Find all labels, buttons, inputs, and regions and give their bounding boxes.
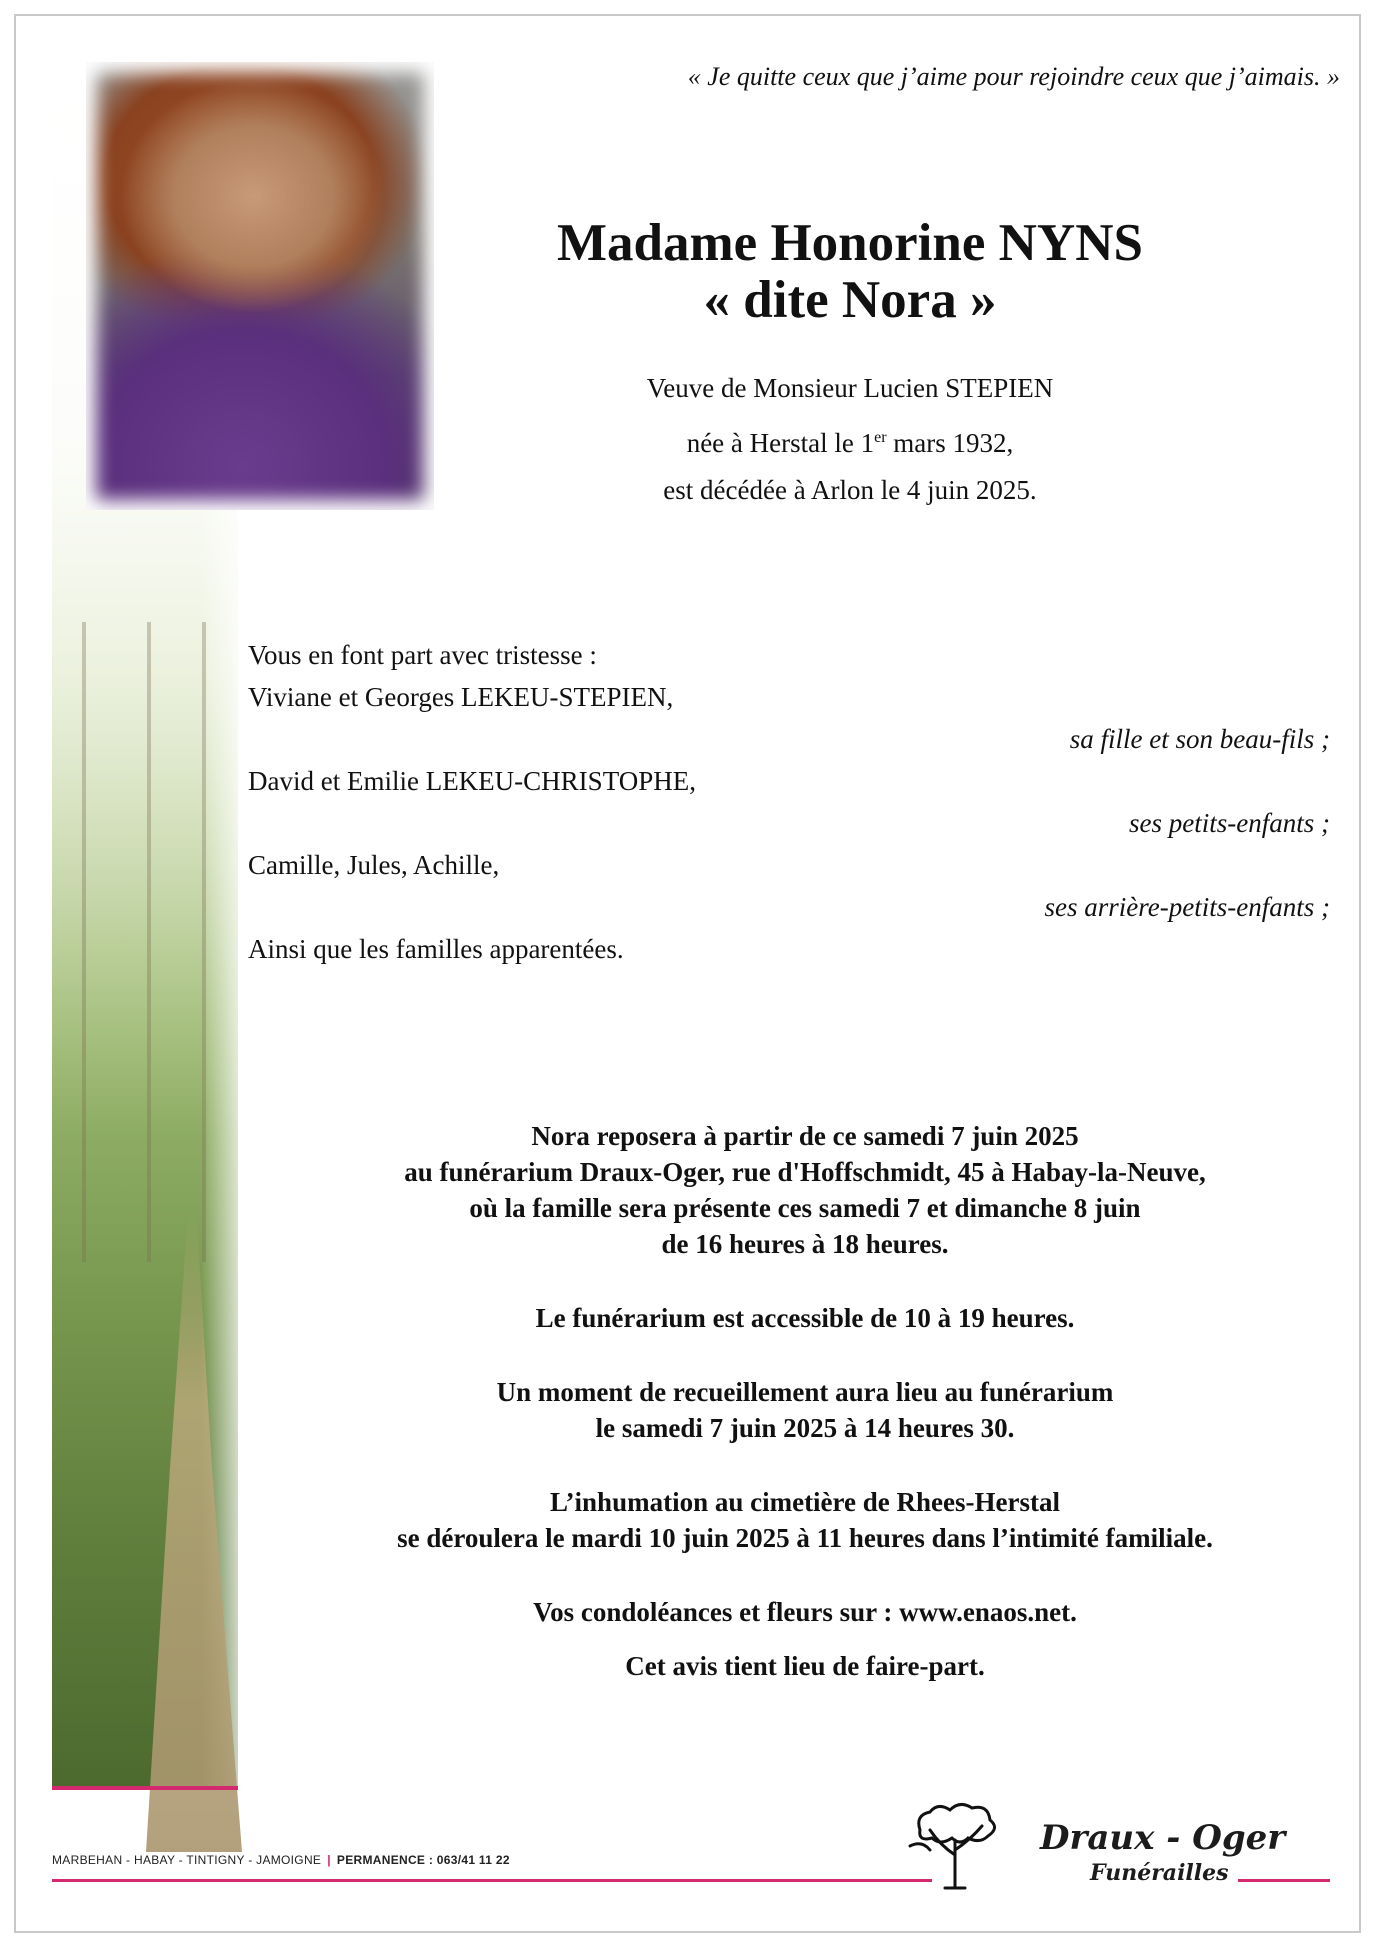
tree-trunk <box>147 622 151 1262</box>
family-relation: sa fille et son beau-fils ; <box>1069 724 1330 754</box>
funeral-info <box>250 1118 1360 1684</box>
rest-line: où la famille sera présente ces samedi 7 et dimanche 8 juin <box>469 1193 1141 1223</box>
family-names: David et Emilie LEKEU-CHRISTOPHE, <box>248 766 696 796</box>
family-relation: ses petits-enfants ; <box>1129 808 1330 838</box>
brand-subtitle: Funérailles <box>1090 1860 1229 1886</box>
burial-line: L’inhumation au cimetière de Rhees-Herstal <box>550 1487 1060 1517</box>
birth-suffix: mars 1932, <box>886 428 1014 458</box>
family-names: Viviane et Georges LEKEU-STEPIEN, <box>248 682 674 712</box>
widow-of: Veuve de Monsieur Lucien STEPIEN <box>646 373 1054 403</box>
footer-locations: MARBEHAN - HABAY - TINTIGNY - JAMOIGNE <box>52 1853 322 1867</box>
quote: « Je quitte ceux que j’aime pour rejoindre ceux que j’aimais. » <box>687 62 1340 91</box>
access-hours: Le funérarium est accessible de 10 à 19 heures. <box>535 1303 1075 1333</box>
brand-name: Draux - Oger <box>1040 1818 1286 1858</box>
family-names: Camille, Jules, Achille, <box>248 850 500 880</box>
moment-line: le samedi 7 juin 2025 à 14 heures 30. <box>595 1413 1015 1443</box>
footer-permanence: PERMANENCE : 063/41 11 22 <box>336 1853 510 1867</box>
birth-sup: er <box>874 429 887 446</box>
footer-accent-line <box>52 1879 932 1882</box>
family-closing: Ainsi que les familles apparentées. <box>248 934 624 964</box>
family-relation: ses arrière-petits-enfants ; <box>1044 892 1330 922</box>
portrait-photo <box>86 62 434 510</box>
condolences-link[interactable]: Vos condoléances et fleurs sur : www.enaos.net. <box>533 1597 1077 1627</box>
accent-bar <box>52 1786 238 1790</box>
death-info: est décédée à Arlon le 4 juin 2025. <box>663 475 1037 505</box>
footer-contact <box>52 1853 510 1867</box>
rest-line: Nora reposera à partir de ce samedi 7 juin 2025 <box>531 1121 1079 1151</box>
burial-line: se déroulera le mardi 10 juin 2025 à 11 heures dans l’intimité familiale. <box>397 1523 1213 1553</box>
moment-line: Un moment de recueillement aura lieu au funérarium <box>496 1377 1114 1407</box>
tree-trunk <box>82 622 86 1262</box>
rest-line: de 16 heures à 18 heures. <box>661 1229 949 1259</box>
birth-prefix: née à Herstal le 1 <box>686 428 875 458</box>
tree-logo-icon <box>900 1800 1010 1890</box>
family-intro: Vous en font part avec tristesse : <box>248 640 597 670</box>
tree-trunk <box>202 622 206 1262</box>
birth-info <box>490 428 1210 459</box>
footer-separator: | <box>327 1853 331 1867</box>
family-section <box>248 634 1330 970</box>
footer-accent-line <box>1238 1879 1330 1882</box>
forest-path <box>122 1212 242 1852</box>
notice-text: Cet avis tient lieu de faire-part. <box>625 1651 985 1681</box>
deceased-nickname: « dite Nora » <box>703 271 997 329</box>
deceased-name: Madame Honorine NYNS <box>557 214 1143 272</box>
rest-line: au funérarium Draux-Oger, rue d'Hoffschmidt, 45 à Habay-la-Neuve, <box>404 1157 1206 1187</box>
